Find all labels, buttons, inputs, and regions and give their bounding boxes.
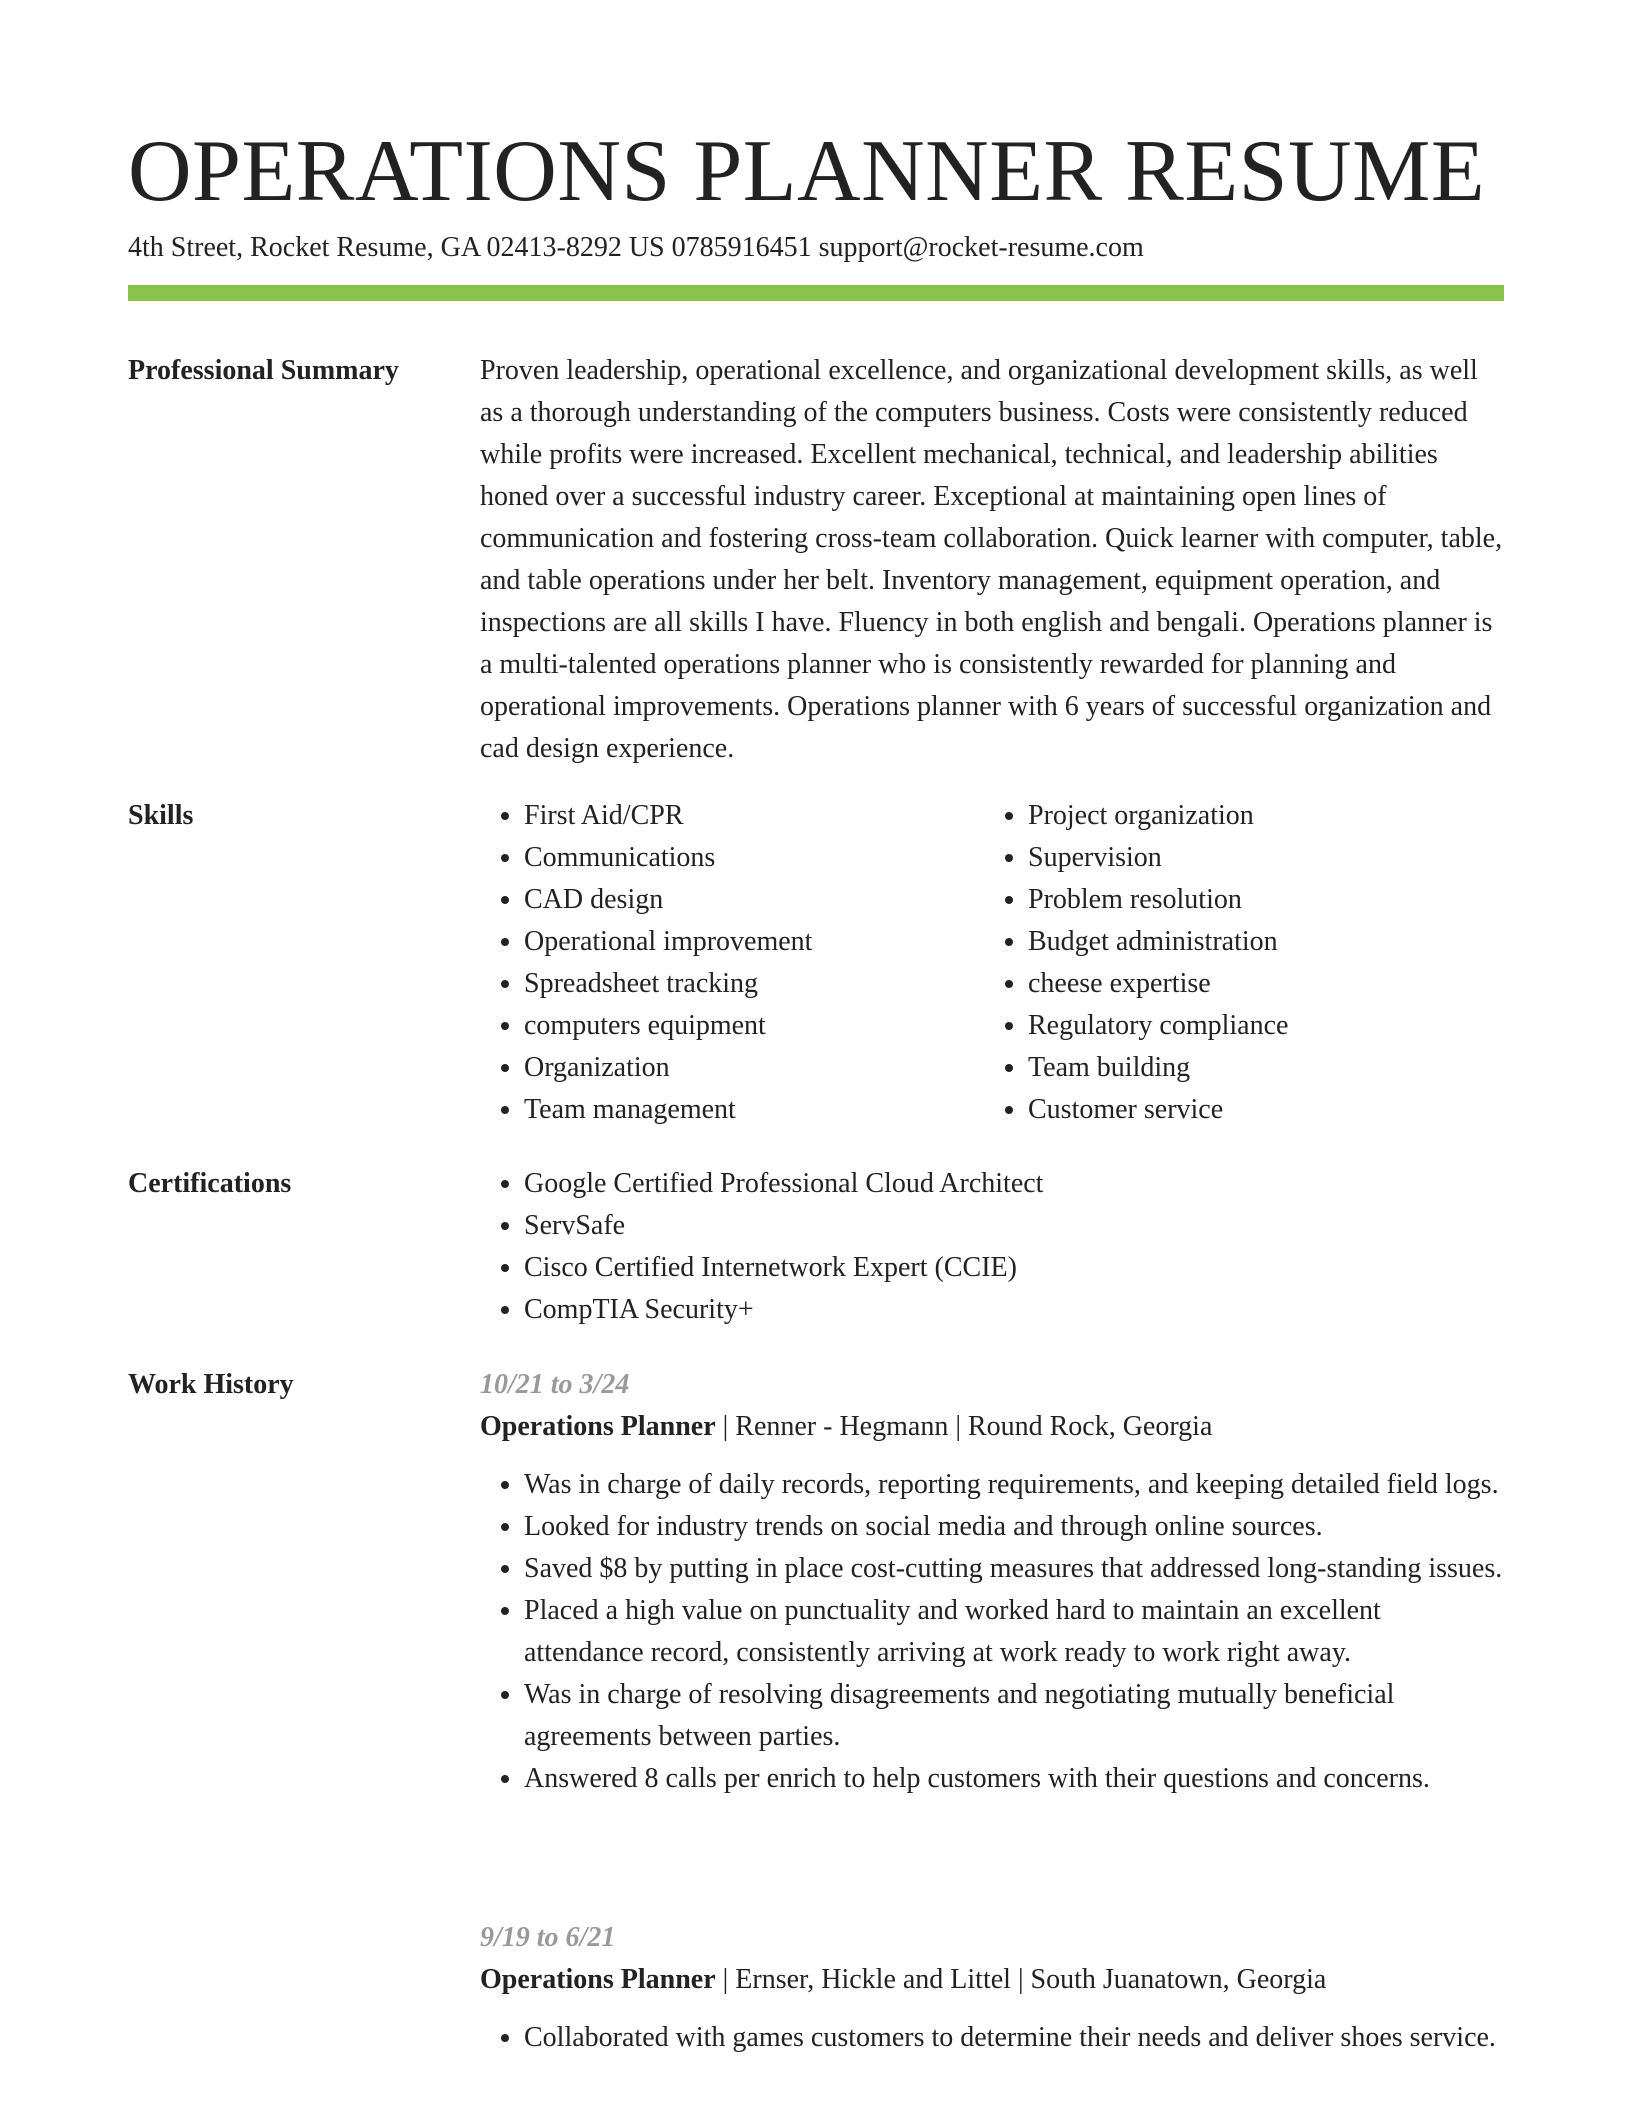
- skill-item: • Operational improvement: [524, 921, 1024, 963]
- job-responsibilities: [480, 2017, 1504, 2059]
- job-title: Operations Planner: [480, 1964, 716, 1995]
- job-bullet: • Was in charge of daily records, reporting requirements, and keeping detailed field logs.: [524, 1464, 1504, 1506]
- job-bullet: • Collaborated with games customers to determine their needs and deliver shoes service.: [524, 2017, 1504, 2059]
- job-responsibilities: [480, 1464, 1504, 1800]
- header-divider: [128, 285, 1504, 301]
- job-dates: 9/19 to 6/21: [480, 1922, 616, 1953]
- skills-right-column: [984, 795, 1528, 1131]
- skill-item: • Team management: [524, 1089, 1024, 1131]
- job-company-location: | Ernser, Hickle and Littel | South Juanatown, Georgia: [715, 1964, 1327, 1995]
- certification-item: • CompTIA Security+: [524, 1289, 1504, 1331]
- skill-item: • Spreadsheet tracking: [524, 963, 1024, 1005]
- certifications-label: Certifications: [128, 1168, 292, 1199]
- certification-item: • Google Certified Professional Cloud Architect: [524, 1163, 1504, 1205]
- skills-left-column: [480, 795, 1024, 1131]
- job-entry: [480, 1364, 1504, 1800]
- work-history-label: Work History: [128, 1369, 294, 1400]
- skill-item: • Supervision: [1028, 837, 1528, 879]
- skill-item: • Customer service: [1028, 1089, 1528, 1131]
- skill-item: • cheese expertise: [1028, 963, 1528, 1005]
- skill-item: • Communications: [524, 837, 1024, 879]
- job-company-location: | Renner - Hegmann | Round Rock, Georgia: [715, 1411, 1213, 1442]
- skills-label: Skills: [128, 800, 194, 831]
- contact-line: 4th Street, Rocket Resume, GA 02413-8292 US 0785916451 support@rocket-resume.com: [128, 232, 1144, 263]
- skill-item: • Problem resolution: [1028, 879, 1528, 921]
- skill-item: • Team building: [1028, 1047, 1528, 1089]
- job-heading: [480, 1406, 1504, 1448]
- skill-item: • Budget administration: [1028, 921, 1528, 963]
- job-bullet: • Was in charge of resolving disagreements and negotiating mutually beneficial agreements between parties.: [524, 1674, 1504, 1758]
- resume-title: OPERATIONS PLANNER RESUME: [128, 123, 1486, 220]
- certification-item: • Cisco Certified Internetwork Expert (CCIE): [524, 1247, 1504, 1289]
- job-heading: [480, 1959, 1504, 2001]
- job-bullet: • Answered 8 calls per enrich to help customers with their questions and concerns.: [524, 1758, 1504, 1800]
- skill-item: • First Aid/CPR: [524, 795, 1024, 837]
- job-bullet: • Placed a high value on punctuality and worked hard to maintain an excellent attendance record, consistently arriving at work ready to work right away.: [524, 1590, 1504, 1674]
- job-dates: 10/21 to 3/24: [480, 1369, 630, 1400]
- summary-label: Professional Summary: [128, 355, 399, 386]
- skill-item: • Project organization: [1028, 795, 1528, 837]
- summary-text: Proven leadership, operational excellence, and organizational development skills, as well as a thorough understanding of the computers business. Costs were consistently reduced while profits were increased. Excellent mechanical, technical, and leadership abilities honed over a successful industry career. Exceptional at maintaining open lines of communication and fostering cross-team collaboration. Quick learner with computer, table, and table operations under her belt. Inventory management, equipment operation, and inspections are all skills I have. Fluency in both english and bengali. Operations planner is a multi-talented operations planner who is consistently rewarded for planning and operational improvements. Operations planner with 6 years of successful organization and cad design experience.: [480, 355, 1503, 764]
- skill-item: • Regulatory compliance: [1028, 1005, 1528, 1047]
- skill-item: • computers equipment: [524, 1005, 1024, 1047]
- certifications-list: [480, 1163, 1504, 1331]
- certification-item: • ServSafe: [524, 1205, 1504, 1247]
- skill-item: • Organization: [524, 1047, 1024, 1089]
- job-bullet: • Looked for industry trends on social media and through online sources.: [524, 1506, 1504, 1548]
- certifications-bullets: [480, 1163, 1504, 1331]
- job-bullet: • Saved $8 by putting in place cost-cutting measures that addressed long-standing issues.: [524, 1548, 1504, 1590]
- skill-item: • CAD design: [524, 879, 1024, 921]
- job-entry: [480, 1917, 1504, 2059]
- job-title: Operations Planner: [480, 1411, 716, 1442]
